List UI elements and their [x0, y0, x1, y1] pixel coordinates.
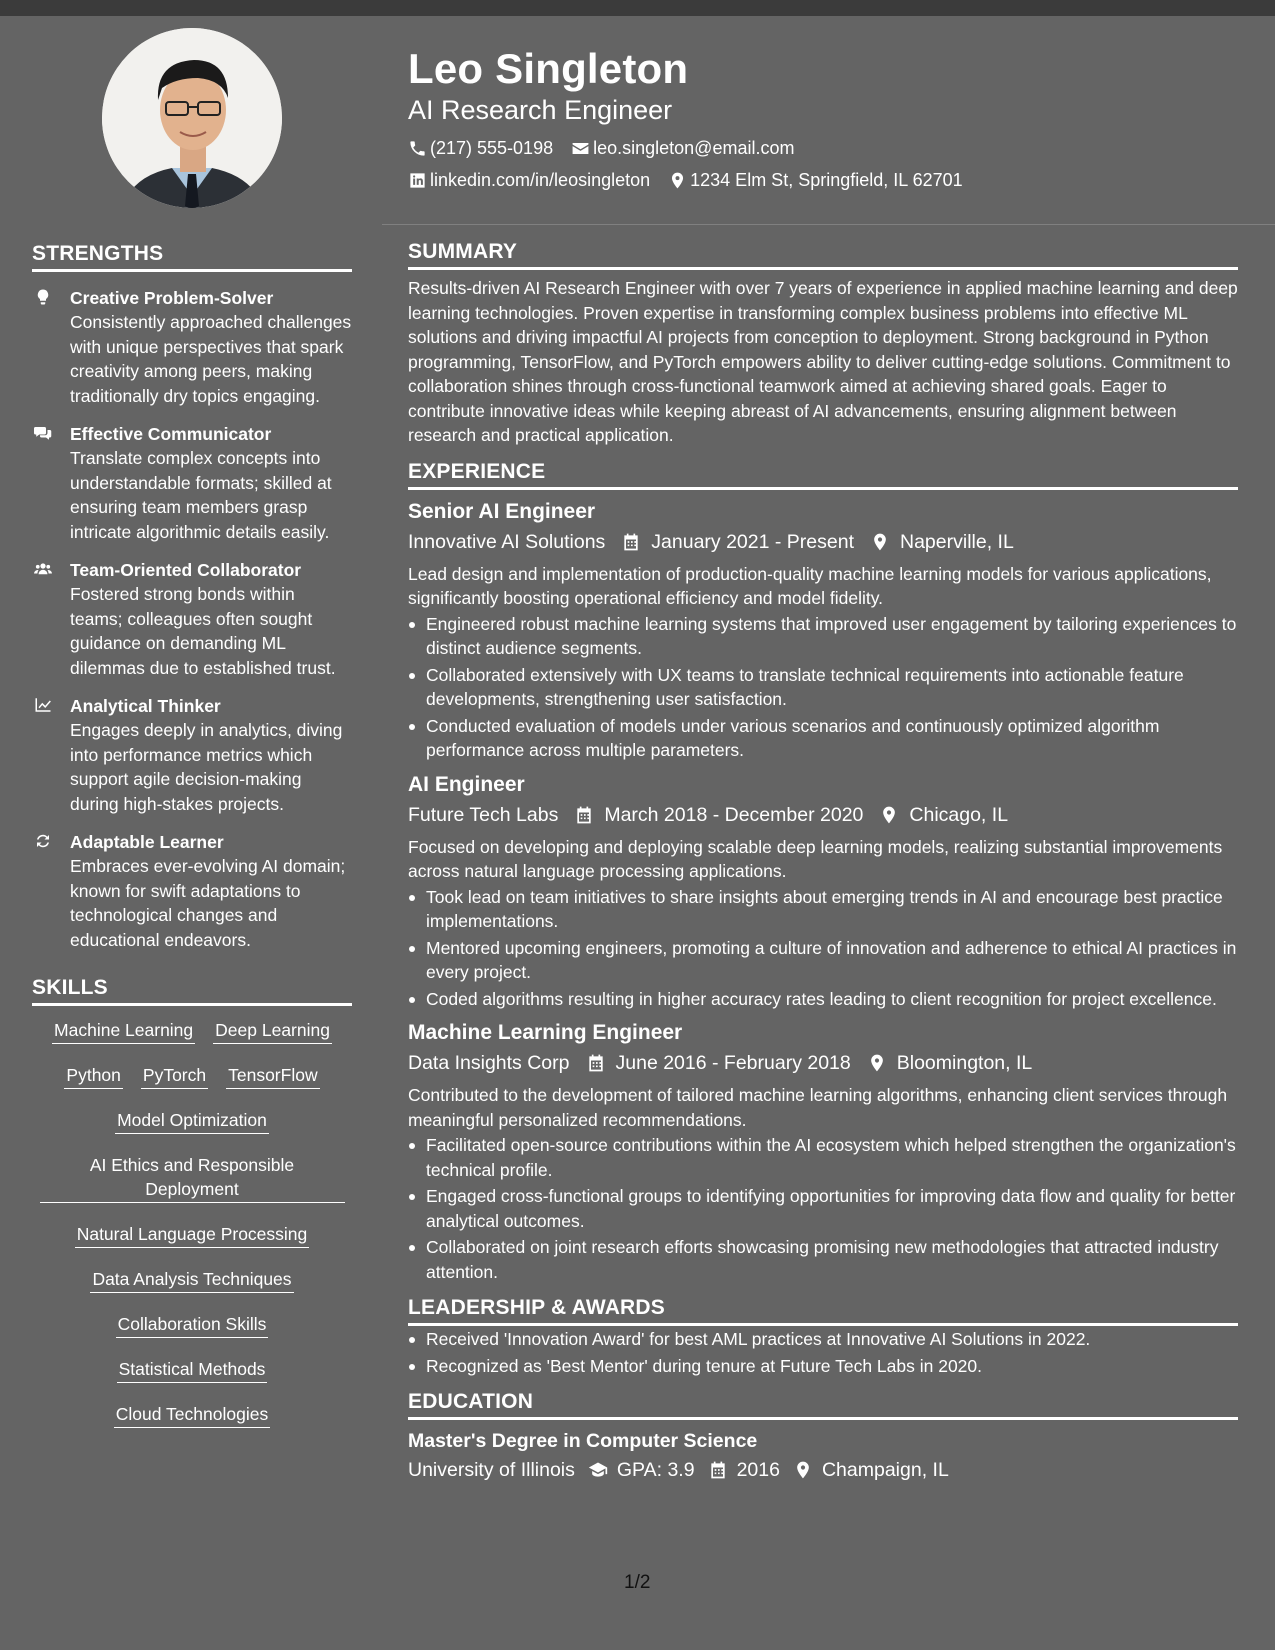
- job-company: Future Tech Labs: [408, 803, 559, 826]
- list-item: Engaged cross-functional groups to identifying opportunities for improving data flow and quality for better analytical outcomes.: [408, 1184, 1238, 1233]
- graduation-year: 2016: [736, 1459, 780, 1481]
- job-entry: [408, 498, 1238, 763]
- skill-tag: Natural Language Processing: [75, 1222, 310, 1248]
- list-item: Mentored upcoming engineers, promoting a culture of innovation and adherence to ethical AI practices in every project.: [408, 936, 1238, 985]
- refresh-icon: [32, 832, 54, 850]
- page-indicator: 1/2: [624, 1572, 651, 1593]
- calendar-icon: [586, 1053, 606, 1073]
- viewer-top-bar: [0, 0, 1275, 16]
- lightbulb-icon: [32, 288, 54, 306]
- graduation-cap-icon: [587, 1460, 609, 1480]
- gpa-text: GPA: 3.9: [616, 1459, 695, 1481]
- envelope-icon: [571, 139, 590, 158]
- resume-header: [408, 42, 1238, 192]
- job-description: Lead design and implementation of production-quality machine learning models for various applications, significantly boosting operational efficiency and model fidelity.: [408, 563, 1212, 608]
- main-content: [408, 240, 1238, 1484]
- calendar-icon: [707, 1460, 729, 1480]
- job-dates: March 2018 - December 2020: [604, 803, 864, 826]
- strength-name: Adaptable Learner: [70, 832, 224, 852]
- strength-desc: Embraces ever-evolving AI domain; known for swift adaptations to technological changes and educational endeavors.: [70, 856, 346, 950]
- skill-tag: TensorFlow: [226, 1063, 319, 1089]
- skill-tag: PyTorch: [141, 1063, 208, 1089]
- strength-desc: Fostered strong bonds within teams; colleagues often sought guidance on demanding ML dilemmas due to established trust.: [70, 584, 336, 678]
- job-title: AI Engineer: [408, 772, 525, 796]
- skills-list: [32, 1018, 352, 1428]
- strengths-heading: STRENGTHS: [32, 242, 352, 272]
- job-entry: [408, 771, 1238, 1012]
- map-pin-icon: [867, 1053, 887, 1073]
- users-icon: [32, 560, 54, 578]
- job-location: Bloomington, IL: [896, 1052, 1033, 1074]
- strength-name: Effective Communicator: [70, 424, 272, 444]
- person-role: AI Research Engineer: [408, 95, 673, 125]
- chat-bubbles-icon: [32, 424, 54, 442]
- job-company: Data Insights Corp: [408, 1052, 570, 1074]
- line-chart-icon: [32, 696, 54, 714]
- list-item: Conducted evaluation of models under various scenarios and continuously optimized algorithm performance across multiple parameters.: [408, 714, 1238, 763]
- map-pin-icon: [668, 171, 687, 190]
- strength-item: [32, 422, 352, 544]
- phone-icon: [408, 139, 427, 158]
- strength-item: [32, 830, 352, 952]
- awards-heading: LEADERSHIP & AWARDS: [408, 1296, 1238, 1326]
- degree-title: Master's Degree in Computer Science: [408, 1430, 758, 1452]
- skill-tag: Deep Learning: [213, 1018, 332, 1044]
- phone-number[interactable]: (217) 555-0198: [430, 138, 554, 158]
- skill-tag: Collaboration Skills: [116, 1312, 269, 1338]
- summary-text: Results-driven AI Research Engineer with over 7 years of experience in applied machine learning and deep learning technologies. Proven expertise in transforming complex business problems into effective ML solutions and driving impactful AI projects from conception to deployment. Strong background in Python programming, TensorFlow, and PyTorch empowers ability to deliver cutting-edge solutions. Commitment to collaboration shines through cross-functional teamwork aimed at achieving shared goals. Eager to contribute innovative ideas while keeping abreast of AI advancements, ensuring alignment between research and practical application.: [408, 278, 1238, 445]
- strength-desc: Consistently approached challenges with unique perspectives that spark creativity among peers, making traditionally dry topics engaging.: [70, 312, 352, 406]
- strength-item: [32, 286, 352, 408]
- list-item: Facilitated open-source contributions within the AI ecosystem which helped strengthen the organization's technical profile.: [408, 1133, 1238, 1182]
- map-pin-icon: [879, 805, 899, 825]
- job-location: Naperville, IL: [900, 530, 1014, 553]
- job-description: Focused on developing and deploying scalable deep learning models, realizing substantial improvements across natural language processing applications.: [408, 836, 1223, 881]
- school-location: Champaign, IL: [821, 1459, 949, 1481]
- job-location: Chicago, IL: [909, 803, 1009, 826]
- strength-desc: Engages deeply in analytics, diving into performance metrics which support agile decision-making during high-stakes projects.: [70, 720, 343, 814]
- map-pin-icon: [792, 1460, 814, 1480]
- job-company: Innovative AI Solutions: [408, 530, 606, 553]
- job-title: Machine Learning Engineer: [408, 1021, 683, 1044]
- list-item: Collaborated extensively with UX teams to translate technical requirements into actionable feature developments, strengthening user satisfaction.: [408, 663, 1238, 712]
- sidebar: [32, 28, 352, 1447]
- skill-tag: Cloud Technologies: [114, 1402, 270, 1428]
- profile-photo: [102, 28, 282, 208]
- linkedin-icon: [408, 171, 427, 190]
- skills-heading: SKILLS: [32, 976, 352, 1006]
- skill-tag: Model Optimization: [115, 1108, 269, 1134]
- job-title: Senior AI Engineer: [408, 499, 596, 523]
- job-dates: January 2021 - Present: [651, 530, 854, 553]
- address-text: 1234 Elm St, Springfield, IL 62701: [690, 170, 963, 190]
- list-item: Collaborated on joint research efforts showcasing promising new methodologies that attracted industry attention.: [408, 1235, 1238, 1284]
- skill-tag: Machine Learning: [52, 1018, 195, 1044]
- summary-heading: SUMMARY: [408, 240, 1238, 270]
- list-item: Recognized as 'Best Mentor' during tenure at Future Tech Labs in 2020.: [408, 1354, 1238, 1379]
- strength-name: Analytical Thinker: [70, 696, 221, 716]
- job-description: Contributed to the development of tailored machine learning algorithms, enhancing client services through meaningful personalized recommendations.: [408, 1085, 1228, 1130]
- strength-desc: Translate complex concepts into understandable formats; skilled at ensuring team members grasp intricate algorithmic details easily.: [70, 448, 332, 542]
- experience-heading: EXPERIENCE: [408, 460, 1238, 490]
- email-link[interactable]: leo.singleton@email.com: [593, 138, 795, 158]
- skill-tag: Python: [64, 1063, 122, 1089]
- strength-item: [32, 694, 352, 816]
- job-entry: [408, 1019, 1238, 1284]
- education-heading: EDUCATION: [408, 1390, 1238, 1420]
- linkedin-link[interactable]: linkedin.com/in/leosingleton: [430, 170, 651, 190]
- map-pin-icon: [870, 532, 890, 552]
- skill-tag: AI Ethics and Responsible Deployment: [40, 1153, 345, 1203]
- strength-name: Creative Problem-Solver: [70, 288, 274, 308]
- job-dates: June 2016 - February 2018: [615, 1052, 851, 1074]
- list-item: Coded algorithms resulting in higher accuracy rates leading to client recognition for project excellence.: [408, 987, 1238, 1012]
- list-item: Engineered robust machine learning systems that improved user engagement by tailoring experiences to distinct audience segments.: [408, 612, 1238, 661]
- list-item: Took lead on team initiatives to share insights about emerging trends in AI and encourage best practice implementations.: [408, 885, 1238, 934]
- list-item: Received 'Innovation Award' for best AML practices at Innovative AI Solutions in 2022.: [408, 1327, 1238, 1352]
- strength-name: Team-Oriented Collaborator: [70, 560, 302, 580]
- skill-tag: Statistical Methods: [117, 1357, 268, 1383]
- calendar-icon: [574, 805, 594, 825]
- skill-tag: Data Analysis Techniques: [90, 1267, 293, 1293]
- header-divider: [382, 224, 1275, 225]
- school-name: University of Illinois: [408, 1459, 575, 1481]
- calendar-icon: [621, 532, 641, 552]
- person-name: Leo Singleton: [408, 45, 689, 92]
- strength-item: [32, 558, 352, 680]
